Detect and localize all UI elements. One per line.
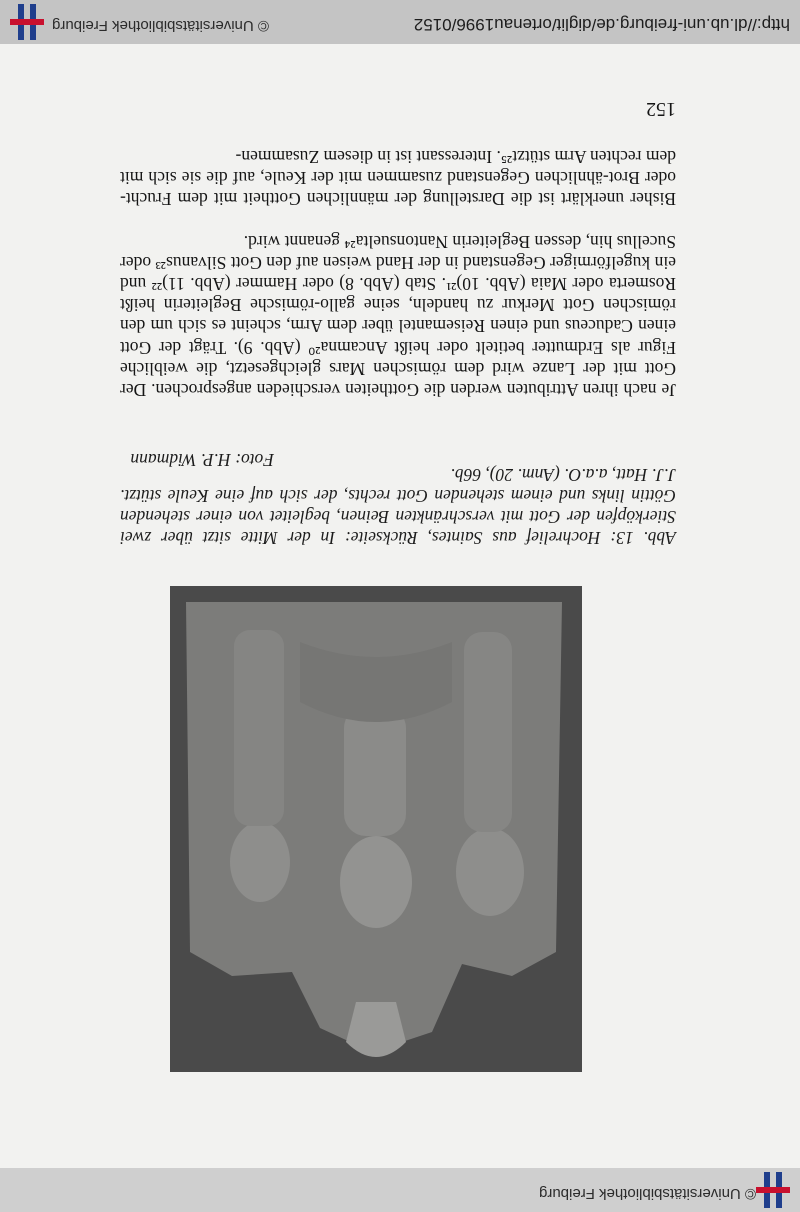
paragraph: Bisher unerklärt ist die Darstellung der männlichen Gottheit mit dem Frucht- oder Brot-ähnlichen Gegenstand zusammen mit der Keule, auf die sie sich mit dem rechten Arm stützt²⁵. Interessant ist in diesem Zusammen-: [120, 146, 676, 210]
document-page: [0, 44, 800, 1168]
paragraph: Je nach ihren Attributen werden die Gottheiten verschieden angesprochen. Der Gott mit der Lanze wird dem römischen Mars gleichgesetzt, die weibliche Figur als Erdmutter betitelt oder heißt Ancamna²⁰ (Abb. 9). Trägt der Gott einen Caduceus und einen Reisemantel über dem Arm, scheint es sich um den römischen Gott Merkur zu handeln, seine gallo-römische Begleiterin heißt Rosmerta oder Maia (Abb. 10)²¹. Stab (Abb. 8) oder Hammer (Abb. 11)²² und ein kugelförmiger Gegenstand in der Hand weisen auf den Gott Silvanus²³ oder Sucellus hin, dessen Begleiterin Nantonsuelta²⁴ genannt wird.: [120, 231, 676, 400]
ub-freiburg-logo-icon: [756, 1172, 790, 1208]
header-bar: [0, 1168, 800, 1212]
source-url[interactable]: http://dl.ub.uni-freiburg.de/diglit/ortenau1996/0152: [413, 15, 790, 34]
photo-credit: Foto: H.P. Widmann: [130, 450, 274, 470]
ub-freiburg-logo-icon: [10, 4, 44, 40]
header-copyright: © Universitätsbibliothek Freiburg: [539, 1185, 756, 1202]
figure-caption: Abb. 13: Hochrelief aus Saintes, Rückseite: In der Mitte sitzt über zwei Stierköpfen der Gott mit verschränkten Beinen, begleitet von einer stehenden Göttin links und einem stehenden Gott rechts, der sich auf eine Keule stützt. J.J. Hatt, a.a.O. (Anm. 20), 66b.: [120, 465, 676, 548]
body-text: [120, 146, 676, 400]
page-number: 152: [646, 98, 676, 120]
relief-photo: [170, 586, 582, 1072]
footer-copyright: © Universitätsbibliothek Freiburg: [52, 17, 269, 34]
footer-bar: [0, 0, 800, 44]
